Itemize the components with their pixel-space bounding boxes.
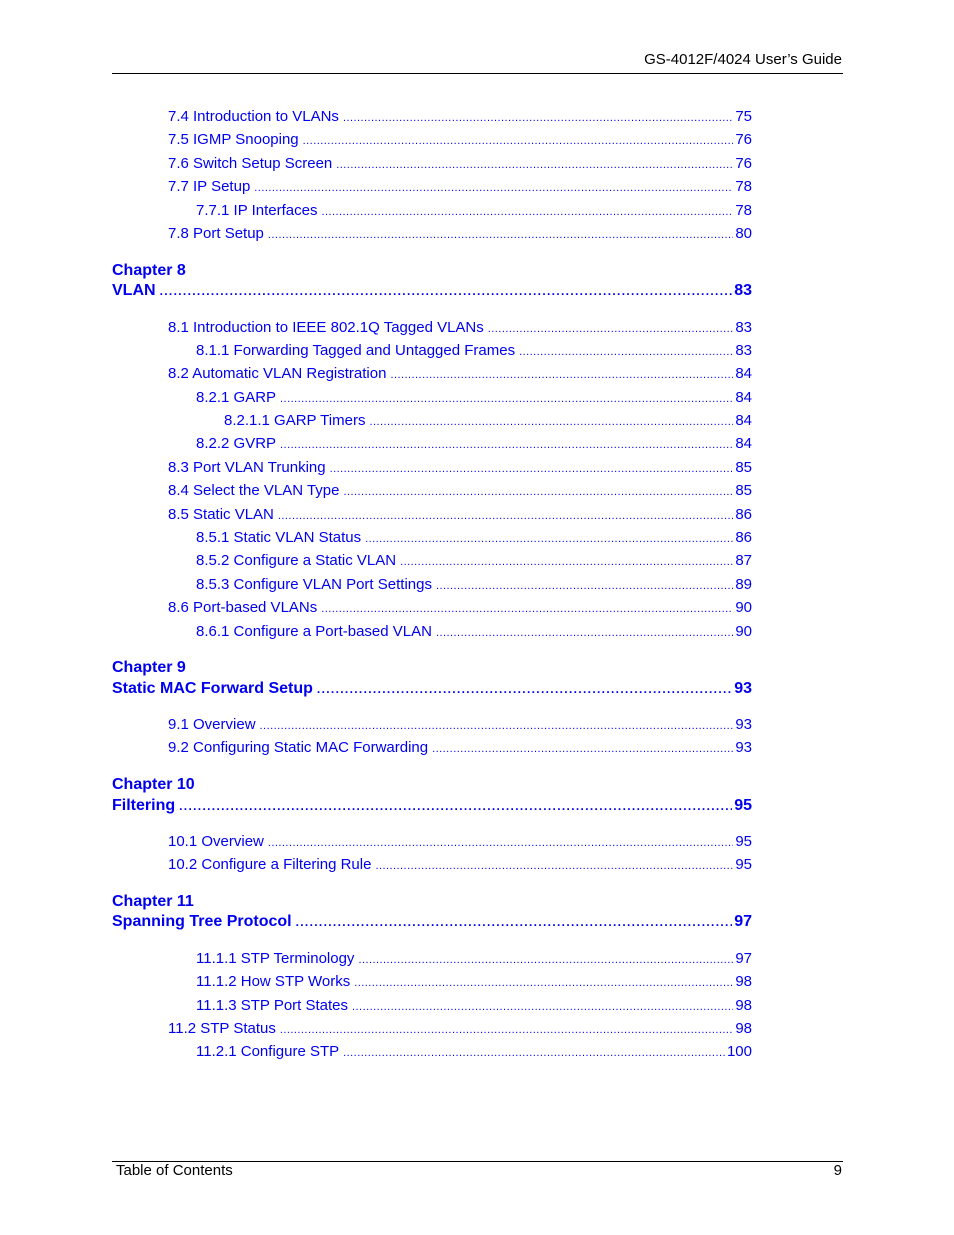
- chapter-entry[interactable]: [112, 679, 752, 699]
- footer-page-number: 9: [833, 1162, 842, 1179]
- toc-entry-title: 11.1.1 STP Terminology: [196, 950, 355, 967]
- toc-entry[interactable]: [168, 833, 752, 852]
- footer-section-title: Table of Contents: [116, 1162, 233, 1179]
- toc-entry-title: 8.5.2 Configure a Static VLAN: [196, 552, 397, 569]
- toc-entry[interactable]: [168, 131, 752, 150]
- toc-entry-page: 86: [735, 506, 752, 523]
- chapter-label[interactable]: Chapter 9: [112, 659, 186, 676]
- toc-entry-title: 8.5 Static VLAN: [168, 506, 274, 523]
- toc-entry-title: 11.2 STP Status: [168, 1020, 276, 1037]
- toc-entry[interactable]: [196, 973, 752, 992]
- dot-leader: [260, 716, 734, 735]
- toc-entry-title: 10.1 Overview: [168, 833, 264, 850]
- toc-entry[interactable]: [168, 459, 752, 478]
- dot-leader: [343, 108, 733, 127]
- document-header-title: GS-4012F/4024 User’s Guide: [644, 51, 842, 68]
- toc-entry[interactable]: [168, 1020, 752, 1039]
- toc-entry-title: 8.6.1 Configure a Port-based VLAN: [196, 623, 432, 640]
- toc-entry-page: 95: [735, 856, 752, 873]
- toc-entry-page: 93: [735, 716, 752, 733]
- dot-leader: [321, 202, 733, 221]
- toc-entry-page: 89: [735, 576, 752, 593]
- toc-entry-page: 87: [735, 552, 752, 569]
- dot-leader: [336, 155, 733, 174]
- toc-entry[interactable]: [196, 552, 752, 571]
- toc-entry[interactable]: [196, 435, 752, 454]
- toc-entry-title: 8.6 Port-based VLANs: [168, 599, 318, 616]
- dot-leader: [375, 856, 733, 875]
- toc-entry-page: 97: [735, 950, 752, 967]
- dot-leader: [330, 459, 734, 478]
- toc-entry[interactable]: [168, 506, 752, 525]
- toc-entry-page: 85: [735, 459, 752, 476]
- chapter-entry[interactable]: [112, 796, 752, 816]
- dot-leader: [268, 833, 733, 852]
- toc-entry[interactable]: [168, 178, 752, 197]
- toc-entry-title: 8.5.3 Configure VLAN Port Settings: [196, 576, 432, 593]
- toc-entry-title: 9.1 Overview: [168, 716, 256, 733]
- toc-entry-title: 7.6 Switch Setup Screen: [168, 155, 333, 172]
- toc-entry-page: 86: [735, 529, 752, 546]
- toc-entry[interactable]: [168, 319, 752, 338]
- toc-entry-title: 9.2 Configuring Static MAC Forwarding: [168, 739, 429, 756]
- toc-entry-title: 11.2.1 Configure STP: [196, 1043, 340, 1060]
- toc-entry-title: 8.2.2 GVRP: [196, 435, 277, 452]
- dot-leader: [321, 599, 733, 618]
- toc-entry-title: 8.2.1 GARP: [196, 389, 277, 406]
- toc-entry-page: 80: [735, 225, 752, 242]
- dot-leader: [296, 912, 733, 932]
- dot-leader: [436, 623, 733, 642]
- dot-leader: [352, 997, 733, 1016]
- toc-entry[interactable]: [168, 108, 752, 127]
- toc-entry-page: 76: [735, 131, 752, 148]
- toc-entry[interactable]: [196, 342, 752, 361]
- toc-entry[interactable]: [168, 365, 752, 384]
- chapter-page: 93: [734, 680, 752, 697]
- dot-leader: [436, 576, 733, 595]
- chapter-label[interactable]: Chapter 8: [112, 262, 186, 279]
- dot-leader: [343, 1043, 725, 1062]
- dot-leader: [254, 178, 733, 197]
- dot-leader: [280, 389, 733, 408]
- dot-leader: [400, 552, 733, 571]
- toc-entry-title: 8.4 Select the VLAN Type: [168, 482, 340, 499]
- toc-entry-title: 10.2 Configure a Filtering Rule: [168, 856, 372, 873]
- chapter-title: Static MAC Forward Setup: [112, 680, 313, 697]
- dot-leader: [280, 1020, 733, 1039]
- dot-leader: [354, 973, 733, 992]
- chapter-label[interactable]: Chapter 10: [112, 776, 195, 793]
- chapter-page: 83: [734, 282, 752, 299]
- dot-leader: [365, 529, 733, 548]
- dot-leader: [390, 365, 733, 384]
- toc-entry-title: 7.8 Port Setup: [168, 225, 264, 242]
- chapter-entry[interactable]: [112, 281, 752, 301]
- chapter-title: VLAN: [112, 282, 156, 299]
- toc-entry-page: 100: [726, 1043, 752, 1060]
- toc-entry[interactable]: [196, 202, 752, 221]
- toc-entry-page: 83: [735, 342, 752, 359]
- toc-entry-page: 90: [735, 623, 752, 640]
- dot-leader: [344, 482, 734, 501]
- toc-entry-page: 76: [735, 155, 752, 172]
- toc-entry-title: 8.2 Automatic VLAN Registration: [168, 365, 387, 382]
- chapter-page: 97: [734, 913, 752, 930]
- toc-entry[interactable]: [168, 716, 752, 735]
- dot-leader: [488, 319, 734, 338]
- toc-entry[interactable]: [196, 623, 752, 642]
- toc-entry-page: 83: [735, 319, 752, 336]
- toc-entry[interactable]: [168, 482, 752, 501]
- toc-entry[interactable]: [196, 997, 752, 1016]
- dot-leader: [268, 225, 733, 244]
- toc-entry-title: 8.1.1 Forwarding Tagged and Untagged Frames: [196, 342, 516, 359]
- dot-leader: [519, 342, 733, 361]
- toc-entry-page: 84: [735, 435, 752, 452]
- toc-entry-page: 85: [735, 482, 752, 499]
- toc-entry[interactable]: [168, 225, 752, 244]
- toc-entry-page: 78: [735, 178, 752, 195]
- toc-entry-title: 7.4 Introduction to VLANs: [168, 108, 339, 125]
- header-divider: [112, 73, 843, 74]
- toc-entry-title: 8.3 Port VLAN Trunking: [168, 459, 326, 476]
- dot-leader: [358, 950, 733, 969]
- toc-entry-page: 84: [735, 389, 752, 406]
- dot-leader: [432, 739, 733, 758]
- toc-entry[interactable]: [168, 739, 752, 758]
- dot-leader: [369, 412, 733, 431]
- toc-entry-page: 84: [735, 365, 752, 382]
- toc-entry-page: 95: [735, 833, 752, 850]
- chapter-title: Spanning Tree Protocol: [112, 913, 292, 930]
- toc-entry-title: 7.7 IP Setup: [168, 178, 251, 195]
- toc-entry-page: 98: [735, 973, 752, 990]
- toc-entry[interactable]: [196, 529, 752, 548]
- toc-entry[interactable]: [196, 1043, 752, 1062]
- toc-entry-page: 98: [735, 1020, 752, 1037]
- toc-entry-title: 7.5 IGMP Snooping: [168, 131, 299, 148]
- dot-leader: [303, 131, 734, 150]
- toc-entry-page: 84: [735, 412, 752, 429]
- toc-entry-title: 8.1 Introduction to IEEE 802.1Q Tagged VLANs: [168, 319, 484, 336]
- dot-leader: [280, 435, 733, 454]
- toc-entry-page: 93: [735, 739, 752, 756]
- chapter-page: 95: [734, 797, 752, 814]
- toc-entry[interactable]: [196, 950, 752, 969]
- toc-entry[interactable]: [196, 389, 752, 408]
- chapter-entry[interactable]: [112, 912, 752, 932]
- chapter-title: Filtering: [112, 797, 176, 814]
- toc-entry[interactable]: [168, 599, 752, 618]
- dot-leader: [160, 281, 733, 301]
- toc-entry[interactable]: [224, 412, 752, 431]
- toc-entry[interactable]: [168, 856, 752, 875]
- toc-entry-page: 75: [735, 108, 752, 125]
- chapter-label[interactable]: Chapter 11: [112, 893, 194, 910]
- toc-entry-title: 7.7.1 IP Interfaces: [196, 202, 318, 219]
- toc-entry-page: 98: [735, 997, 752, 1014]
- toc-entry[interactable]: [196, 576, 752, 595]
- dot-leader: [278, 506, 733, 525]
- toc-entry-title: 8.2.1.1 GARP Timers: [224, 412, 366, 429]
- toc-entry[interactable]: [168, 155, 752, 174]
- dot-leader: [317, 679, 732, 699]
- toc-entry-title: 8.5.1 Static VLAN Status: [196, 529, 362, 546]
- toc-entry-page: 90: [735, 599, 752, 616]
- toc-entry-title: 11.1.3 STP Port States: [196, 997, 349, 1014]
- toc-entry-page: 78: [735, 202, 752, 219]
- dot-leader: [179, 796, 732, 816]
- toc-entry-title: 11.1.2 How STP Works: [196, 973, 351, 990]
